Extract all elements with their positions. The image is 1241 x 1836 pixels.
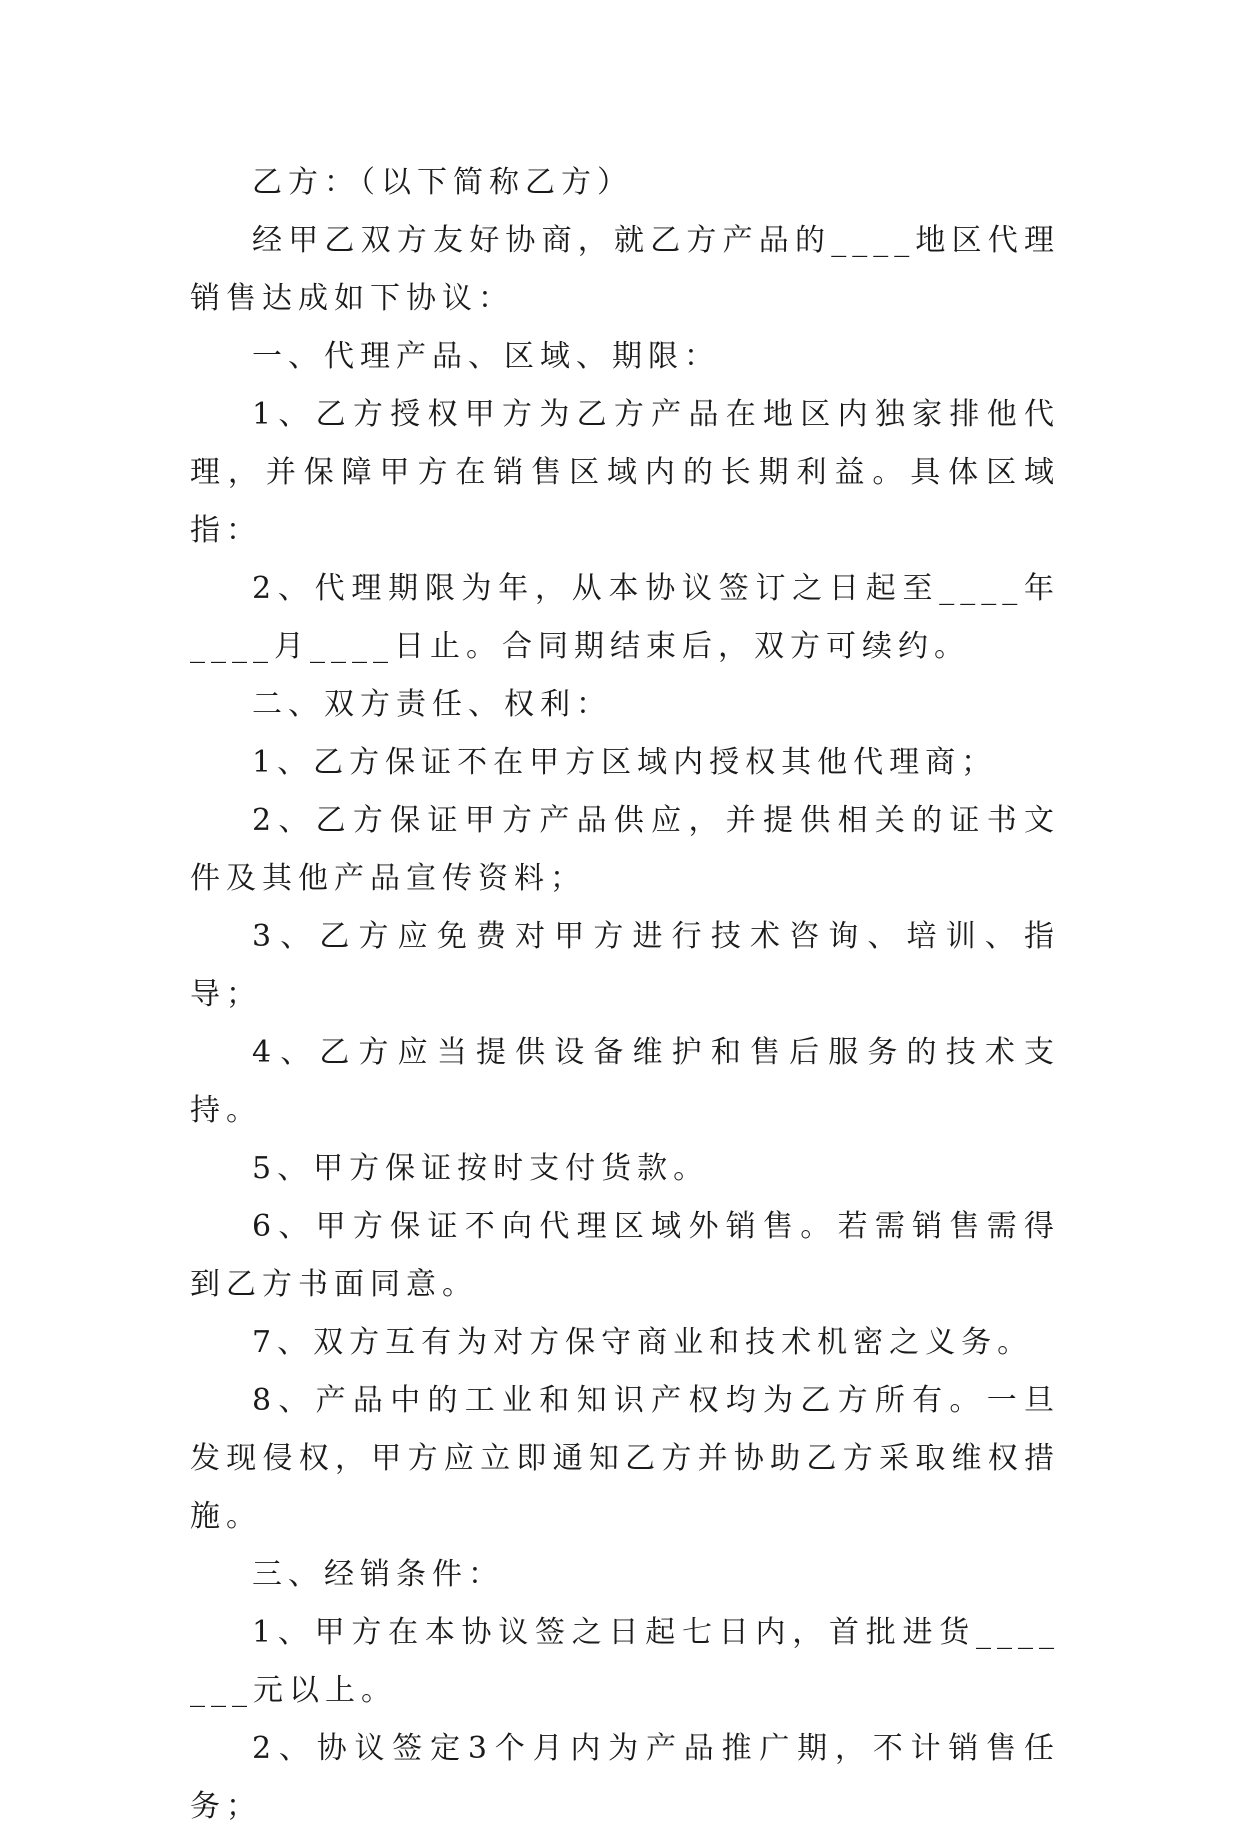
clause-1-2: 2、代理期限为年，从本协议签订之日起至____年____月____日止。合同期结束后，双方可续约。 (190, 571, 1060, 664)
section-heading-1: 一、代理产品、区域、期限： (252, 339, 720, 374)
clause-1-1: 1、乙方授权甲方为乙方产品在地区内独家排他代理，并保障甲方在销售区域内的长期利益。具体区域指： (190, 397, 1060, 548)
clause-2-8: 8、产品中的工业和知识产权均为乙方所有。一旦发现侵权，甲方应立即通知乙方并协助乙方采取维权措施。 (190, 1383, 1060, 1534)
clause-2-4: 4、乙方应当提供设备维护和售后服务的技术支持。 (190, 1035, 1060, 1128)
clause-3-2: 2、协议签定3个月内为产品推广期，不计销售任务； (190, 1731, 1060, 1824)
party-b-line: 乙方：（以下简称乙方） (252, 165, 633, 200)
clause-2-7: 7、双方互有为对方保守商业和技术机密之义务。 (252, 1325, 1034, 1360)
clause-2-6: 6、甲方保证不向代理区域外销售。若需销售需得到乙方书面同意。 (190, 1209, 1060, 1302)
clause-2-2: 2、乙方保证甲方产品供应，并提供相关的证书文件及其他产品宣传资料； (190, 803, 1060, 896)
section-heading-3: 三、经销条件： (252, 1557, 504, 1592)
clause-3-1: 1、甲方在本协议签之日起七日内，首批进货_______元以上。 (190, 1615, 1060, 1708)
clause-2-3: 3、乙方应免费对甲方进行技术咨询、培训、指导； (190, 919, 1060, 1012)
section-heading-2: 二、双方责任、权利： (252, 687, 612, 722)
agreement-intro: 经甲乙双方友好协商，就乙方产品的____地区代理销售达成如下协议： (190, 223, 1060, 316)
clause-2-1: 1、乙方保证不在甲方区域内授权其他代理商； (252, 745, 998, 780)
clause-2-5: 5、甲方保证按时支付货款。 (252, 1151, 710, 1186)
document-body (190, 154, 1060, 1836)
